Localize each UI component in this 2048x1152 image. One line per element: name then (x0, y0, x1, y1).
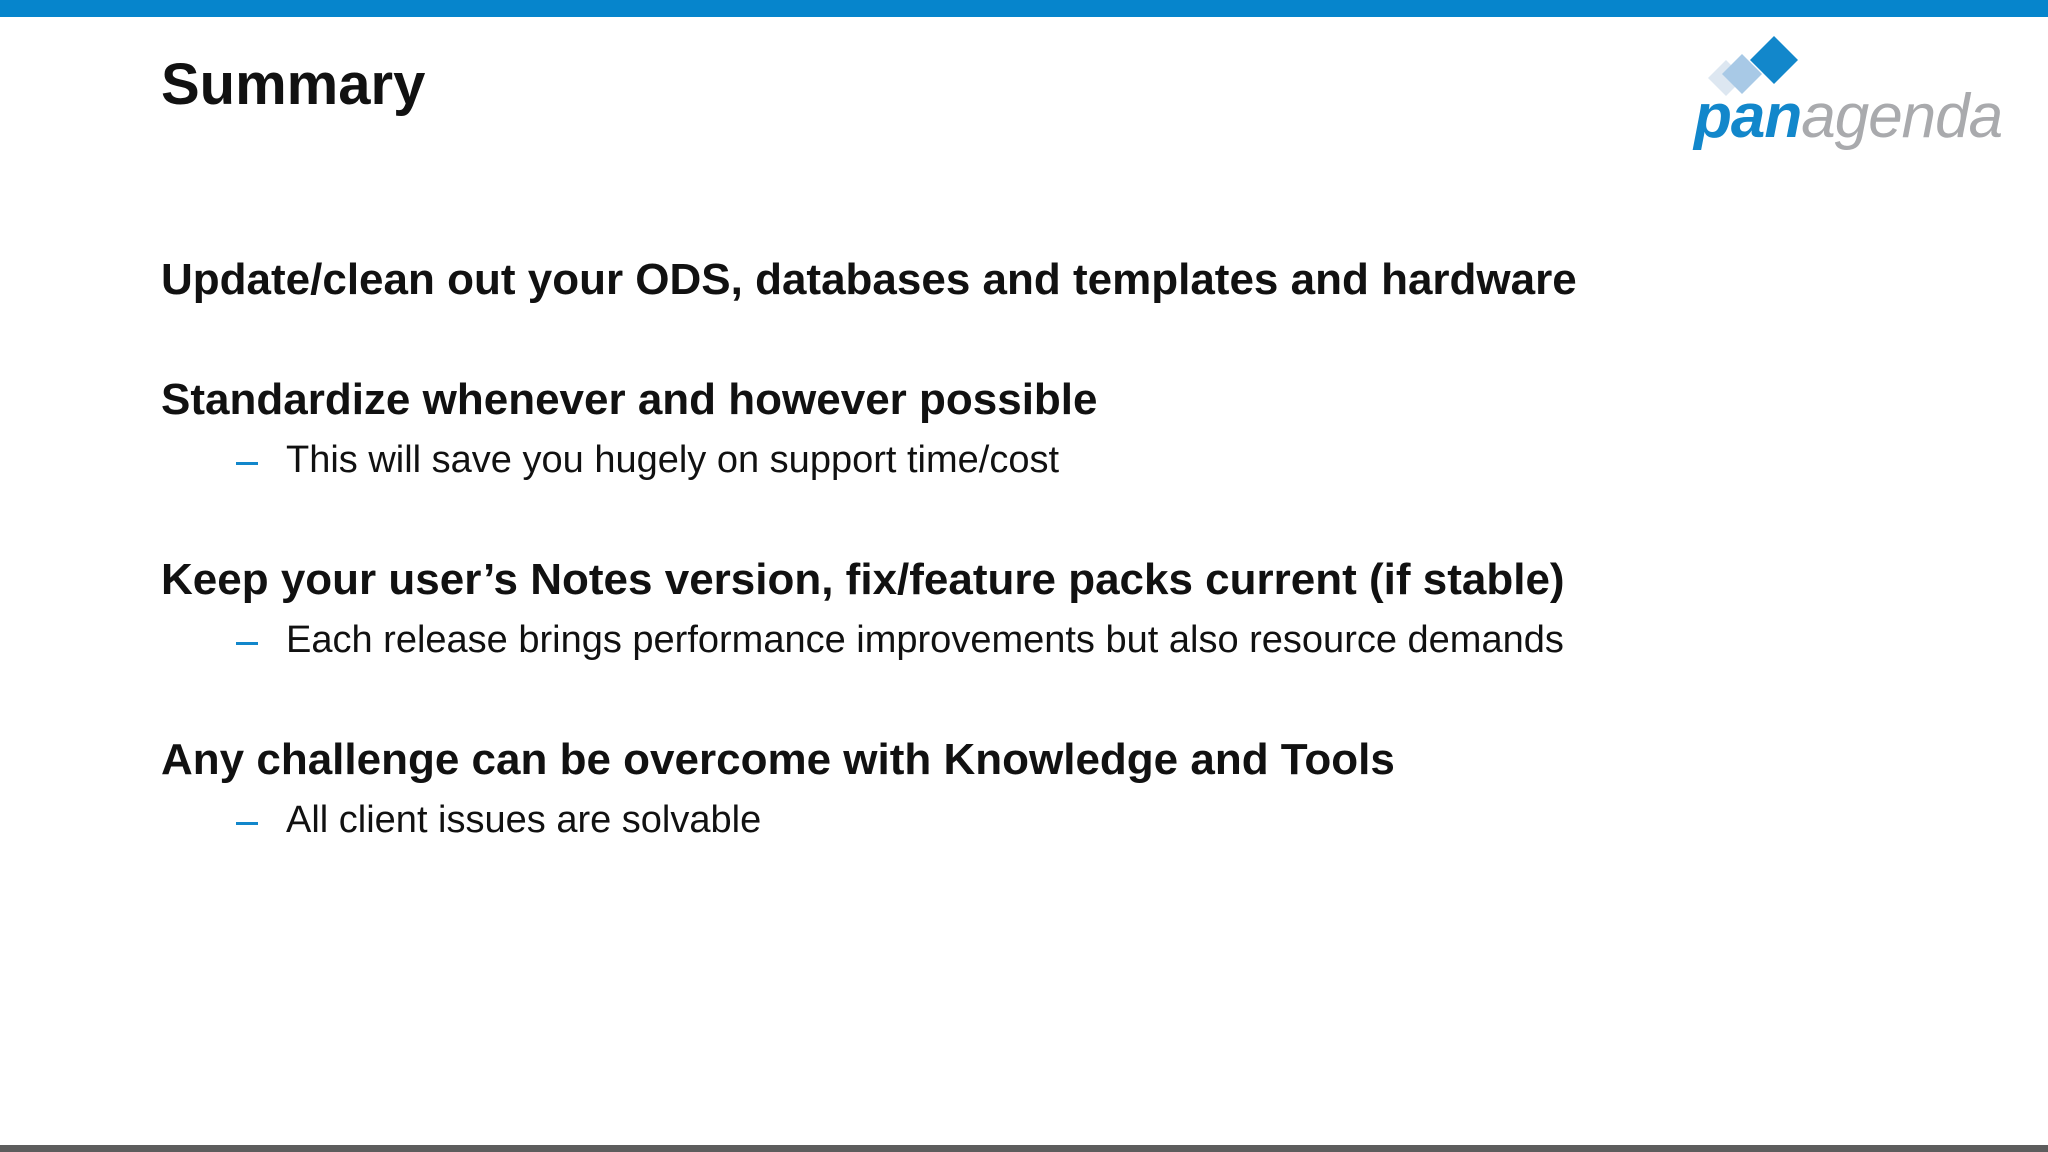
logo-wordmark (1694, 82, 2002, 152)
top-accent-bar (0, 0, 2048, 17)
summary-point-4 (161, 730, 1961, 850)
summary-subpoint-text: This will save you hugely on support time/cost (286, 439, 1060, 481)
dash-bullet-icon (236, 822, 258, 825)
logo-wordmark-agenda: agenda (1801, 82, 2003, 151)
summary-point-1 (161, 250, 1961, 310)
summary-heading: Update/clean out your ODS, databases and templates and hardware (161, 255, 1577, 304)
dash-bullet-icon (236, 462, 258, 465)
summary-heading: Any challenge can be overcome with Knowledge and Tools (161, 735, 1395, 784)
logo-wordmark-pan: pan (1694, 82, 1802, 151)
slide-title: Summary (161, 52, 426, 117)
summary-point-2 (161, 370, 1961, 490)
summary-heading: Keep your user’s Notes version, fix/feature packs current (if stable) (161, 555, 1565, 604)
bottom-bar (0, 1145, 2048, 1152)
summary-subpoint (161, 790, 1961, 850)
summary-subpoint (161, 610, 1961, 670)
summary-heading: Standardize whenever and however possible (161, 375, 1098, 424)
summary-content (161, 250, 1961, 850)
summary-point-3 (161, 550, 1961, 670)
summary-subpoint (161, 430, 1961, 490)
summary-subpoint-text: All client issues are solvable (286, 799, 762, 841)
dash-bullet-icon (236, 642, 258, 645)
summary-subpoint-text: Each release brings performance improvements but also resource demands (286, 619, 1564, 661)
panagenda-logo (1690, 30, 2020, 151)
